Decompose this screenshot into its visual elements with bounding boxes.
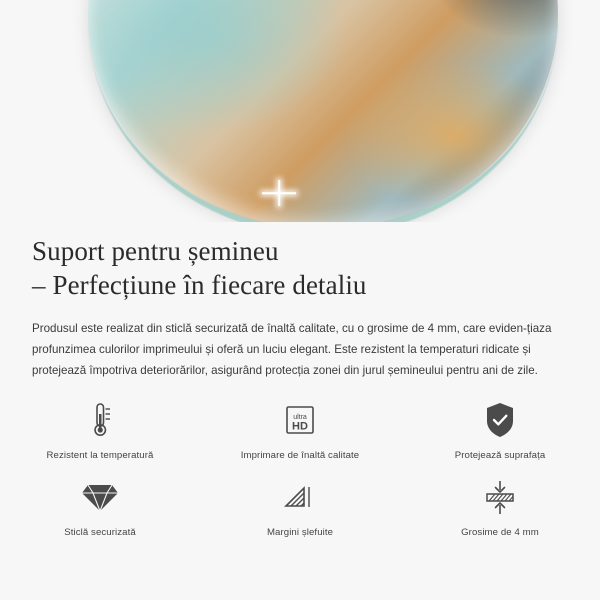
feature-label: Margini șlefuite bbox=[266, 527, 334, 538]
feature-label: Sticlă securizată bbox=[64, 527, 136, 538]
feature-item-polished-edges bbox=[200, 475, 400, 538]
headline-line-1: Suport pentru șemineu bbox=[32, 236, 279, 266]
page-title bbox=[0, 222, 600, 302]
diamond-icon bbox=[80, 475, 120, 519]
headline-line-2: – Perfecțiune în fiecare detaliu bbox=[32, 270, 367, 300]
polished-edges-icon bbox=[280, 475, 320, 519]
text-content bbox=[0, 222, 600, 381]
description-paragraph: Produsul este realizat din sticlă securizată de înaltă calitate, cu o grosime de 4 mm, care eviden-țiaza profunzimea culorilor imprimeului și oferă un luciu elegant. Este rezistent la temperaturi ridicate și protejează împotriva deteriorărilor, asigurând protecția zonei din jurul șemineului pentru ani de zile. bbox=[32, 322, 552, 377]
feature-label: Imprimare de înaltă calitate bbox=[240, 450, 360, 461]
shield-check-icon bbox=[482, 398, 518, 442]
thermometer-icon bbox=[85, 398, 115, 442]
feature-item-tempered-glass bbox=[0, 475, 200, 538]
feature-label: Protejează suprafața bbox=[454, 450, 546, 461]
feature-label: Rezistent la temperatură bbox=[46, 450, 154, 461]
feature-label: Grosime de 4 mm bbox=[461, 527, 539, 538]
feature-item-surface-protection bbox=[400, 398, 600, 461]
feature-item-print-quality bbox=[200, 398, 400, 461]
svg-text:HD: HD bbox=[292, 420, 308, 433]
thickness-4mm-icon bbox=[480, 475, 520, 519]
ultra-hd-icon bbox=[280, 398, 320, 442]
svg-text:ultra: ultra bbox=[293, 414, 307, 421]
feature-grid bbox=[0, 398, 600, 538]
hero-image bbox=[0, 0, 600, 222]
glass-disc-edge bbox=[88, 0, 558, 222]
feature-item-thickness bbox=[400, 475, 600, 538]
feature-item-temperature bbox=[0, 398, 200, 461]
